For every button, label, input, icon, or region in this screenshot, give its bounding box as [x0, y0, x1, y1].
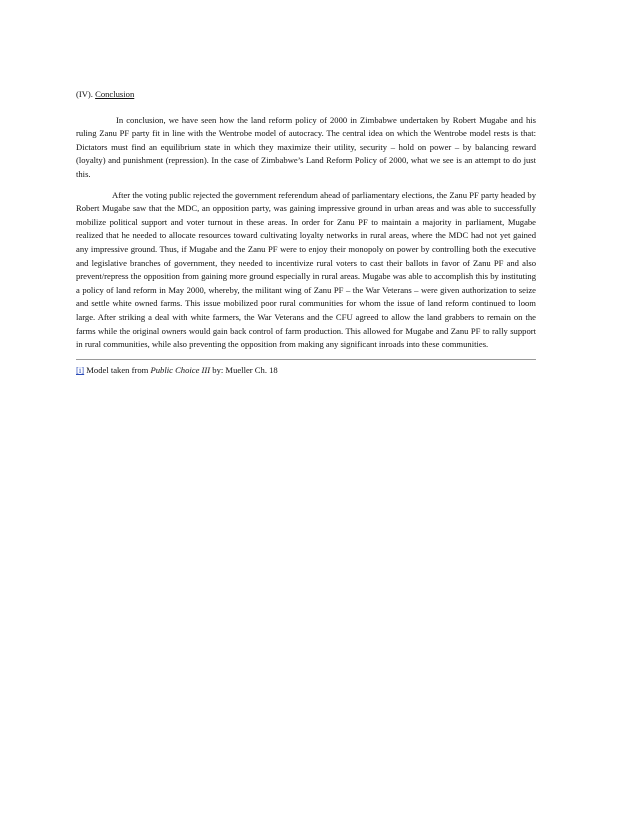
section-heading [76, 88, 536, 102]
section-number: (IV). [76, 89, 93, 99]
section-title: Conclusion [95, 89, 135, 99]
footnote-marker-link[interactable]: [i] [76, 364, 85, 375]
document-body [76, 88, 536, 377]
footnote-text-before: Model taken from [84, 364, 151, 375]
footnote-separator [76, 359, 536, 360]
paragraph-land-reform: After the voting public rejected the government referendum ahead of parliamentary elections, the Zanu PF party headed by Robert Mugabe saw that the MDC, an opposition party, was gaining impressive ground in urban areas and was able to successfully mobilize political support and voter turnout in these areas. In order for Zanu PF to maintain a majority in parliament, Mugabe realized that he needed to allocate resources toward cultivating loyalty networks in rural areas, where the MDC had not yet gained any impressive ground. Thus, if Mugabe and the Zanu PF were to enjoy their monopoly on power by controlling both the executive and legislative branches of government, they needed to incentivize rural voters to cast their ballots in favor of Zanu PF and also prevent/repress the opposition from gaining more ground especially in rural areas. Mugabe was able to accomplish this by instituting a policy of land reform in May 2000, whereby, the militant wing of Zanu PF – the War Veterans – were given authorization to seize and settle white owned farms. This issue mobilized poor rural communities for whom the issue of land reform continued to loom large. After striking a deal with white farmers, the War Veterans and the CFU agreed to allow the land grabbers to remain on the farms while the original owners would gain back control of farm production. This allowed for Mugabe and Zanu PF to rally support in rural communities, while also preventing the opposition from making any significant inroads into these communities. [76, 189, 536, 350]
footnote [76, 364, 536, 378]
footnote-source-title: Public Choice III [150, 364, 211, 375]
paragraph-conclusion: In conclusion, we have seen how the land reform policy of 2000 in Zimbabwe undertaken by Robert Mugabe and his ruling Zanu PF party fit in line with the Wentrobe model of autocracy. The central idea on which the Wentrobe model rests is that: Dictators must find an equilibrium state in which they maximize their utility, security – hold on power – by balancing reward (loyalty) and punishment (repression). In the case of Zimbabwe’s Land Reform Policy of 2000, what we see is an attempt to do just this. [76, 114, 536, 179]
footnote-text-after: by: Mueller Ch. 18 [210, 364, 278, 375]
